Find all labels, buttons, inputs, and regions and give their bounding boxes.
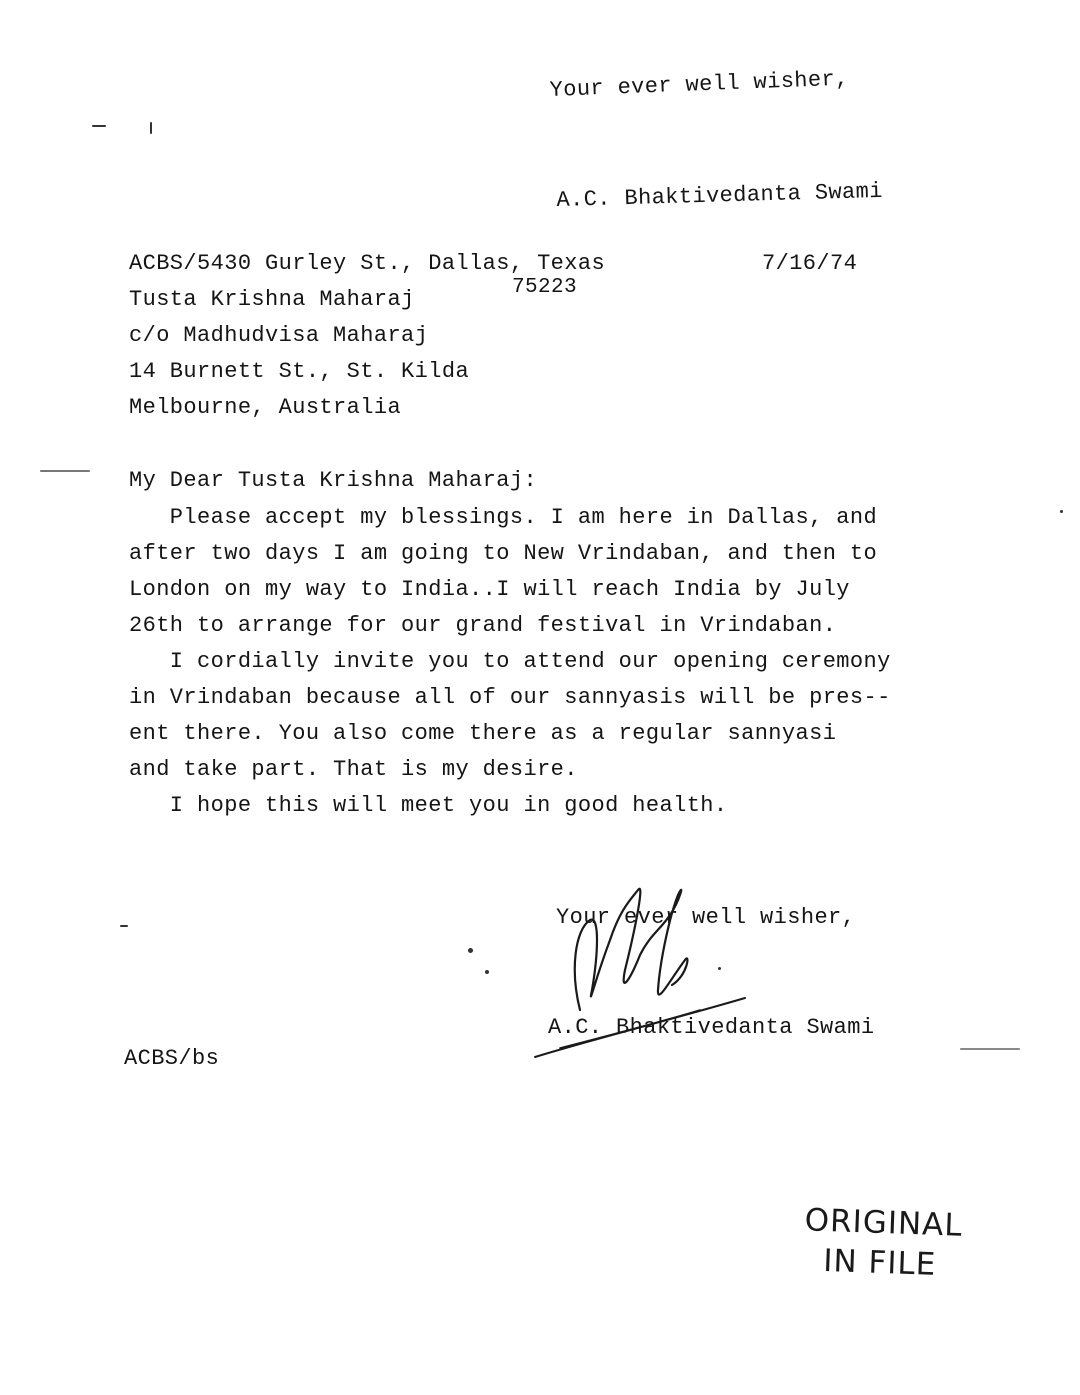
scan-speck (718, 967, 721, 970)
salutation: My Dear Tusta Krishna Maharaj: (129, 468, 538, 493)
scan-speck (960, 1048, 1020, 1050)
body-line: after two days I am going to New Vrindaban, and then to (129, 541, 878, 566)
recipient-name: Tusta Krishna Maharaj (129, 287, 415, 312)
scan-speck (120, 925, 128, 927)
recipient-city: Melbourne, Australia (129, 395, 402, 420)
scan-speck (40, 470, 90, 472)
body-line: London on my way to India..I will reach India by July (129, 577, 850, 602)
closing: Your ever well wisher, (556, 905, 856, 930)
zip-code: 75223 (512, 276, 578, 299)
signature-name: A.C. Bhaktivedanta Swami (548, 1015, 875, 1040)
stamp-line-1: ORIGINAL (804, 1202, 964, 1244)
scan-speck (150, 122, 152, 134)
scan-speck (485, 970, 489, 974)
handwritten-signature (520, 860, 760, 1060)
body-line: in Vrindaban because all of our sannyasis will be pres-- (129, 685, 891, 710)
scan-speck (468, 948, 473, 953)
body-line: and take part. That is my desire. (129, 757, 578, 782)
body-line: I cordially invite you to attend our opening ceremony (129, 649, 891, 674)
previous-letter-closing: Your ever well wisher, (549, 66, 850, 103)
previous-letter-signature-name: A.C. Bhaktivedanta Swami (556, 178, 884, 213)
recipient-street: 14 Burnett St., St. Kilda (129, 359, 470, 384)
body-line: 26th to arrange for our grand festival in Vrindaban. (129, 613, 837, 638)
body-line: Please accept my blessings. I am here in Dallas, and (129, 505, 878, 530)
original-in-file-stamp (803, 1200, 964, 1285)
recipient-care-of: c/o Madhudvisa Maharaj (129, 323, 429, 348)
body-line: ent there. You also come there as a regular sannyasi (129, 721, 837, 746)
letter-date: 7/16/74 (762, 251, 858, 276)
body-line: I hope this will meet you in good health. (129, 793, 728, 818)
typist-initials: ACBS/bs (124, 1046, 220, 1071)
reference-address-line: ACBS/5430 Gurley St., Dallas, Texas (129, 251, 606, 276)
stamp-line-2: IN FILE (822, 1242, 937, 1283)
scan-speck (92, 125, 106, 127)
scan-speck (1060, 510, 1063, 513)
